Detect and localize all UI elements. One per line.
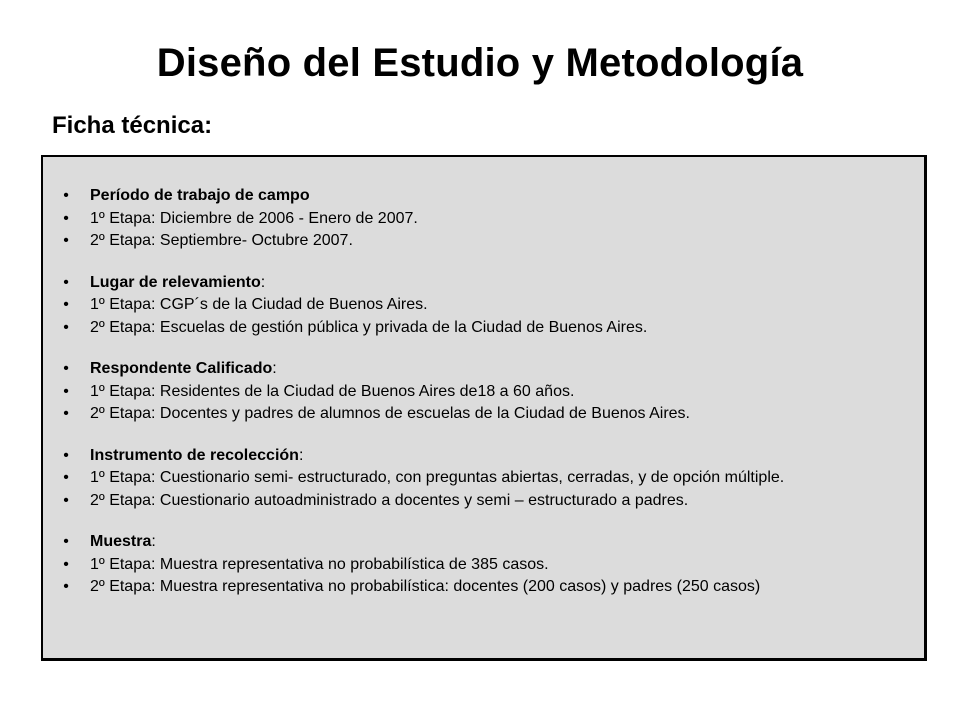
section-subtitle: Ficha técnica:: [52, 112, 213, 139]
heading-suffix: :: [272, 360, 277, 377]
list-item: [60, 230, 920, 253]
bullet-icon: •: [63, 405, 69, 422]
technical-sheet-list: [60, 185, 920, 618]
item-text: 1º Etapa: Muestra representativa no probabilística de 385 casos.: [90, 555, 549, 573]
list-item: [60, 208, 920, 231]
list-item: [60, 317, 920, 340]
item-text: 2º Etapa: Escuelas de gestión pública y privada de la Ciudad de Buenos Aires.: [90, 318, 648, 336]
heading-label: Respondente Calificado: [90, 360, 273, 377]
item-text: 1º Etapa: Diciembre de 2006 - Enero de 2007.: [90, 209, 418, 227]
list-item: [60, 467, 920, 490]
heading-label: Lugar de relevamiento: [90, 273, 261, 291]
list-item: [60, 554, 920, 577]
bullet-icon: •: [63, 446, 69, 464]
heading-suffix: :: [298, 446, 304, 464]
heading-label: Muestra: [90, 533, 152, 550]
bullet-icon: •: [63, 491, 69, 509]
bullet-icon: •: [63, 232, 69, 249]
bullet-icon: •: [63, 273, 69, 291]
list-item: [60, 294, 920, 317]
section-survey-location: [60, 272, 920, 340]
bullet-icon: •: [63, 578, 69, 595]
item-text: 2º Etapa: Muestra representativa no probabilística: docentes (200 casos) y padres (250 casos): [90, 578, 761, 595]
section-qualified-respondent: [60, 358, 920, 426]
page-title: Diseño del Estudio y Metodología: [156, 41, 804, 85]
section-heading: [60, 358, 920, 381]
bullet-icon: •: [63, 209, 69, 227]
section-collection-instrument: [60, 445, 920, 513]
item-text: 2º Etapa: Septiembre- Octubre 2007.: [90, 232, 353, 249]
bullet-icon: •: [63, 360, 69, 377]
item-text: 2º Etapa: Docentes y padres de alumnos de escuelas de la Ciudad de Buenos Aires.: [90, 405, 690, 422]
bullet-icon: •: [63, 469, 69, 486]
section-heading: [60, 272, 920, 295]
section-fieldwork-period: [60, 185, 920, 253]
item-text: 1º Etapa: Residentes de la Ciudad de Buenos Aires de18 a 60 años.: [90, 382, 575, 400]
technical-sheet-panel: [41, 155, 927, 661]
heading-suffix: :: [260, 273, 266, 291]
list-item: [60, 490, 920, 513]
heading-label: Período de trabajo de campo: [90, 187, 310, 204]
section-sample: [60, 531, 920, 599]
list-item: [60, 576, 920, 599]
bullet-icon: •: [63, 533, 69, 550]
item-text: 2º Etapa: Cuestionario autoadministrado a docentes y semi – estructurado a padres.: [90, 491, 689, 509]
heading-suffix: :: [151, 533, 156, 550]
section-heading: [60, 445, 920, 468]
list-item: [60, 403, 920, 426]
list-item: [60, 381, 920, 404]
bullet-icon: •: [63, 555, 69, 573]
heading-label: Instrumento de recolección: [90, 446, 299, 464]
bullet-icon: •: [63, 382, 69, 400]
item-text: 1º Etapa: Cuestionario semi- estructurado, con preguntas abiertas, cerradas, y de opción múltiple.: [90, 469, 785, 486]
item-text: 1º Etapa: CGP´s de la Ciudad de Buenos Aires.: [90, 296, 428, 313]
section-heading: [60, 185, 920, 208]
section-heading: [60, 531, 920, 554]
bullet-icon: •: [63, 187, 69, 204]
bullet-icon: •: [63, 296, 69, 313]
bullet-icon: •: [63, 318, 69, 336]
